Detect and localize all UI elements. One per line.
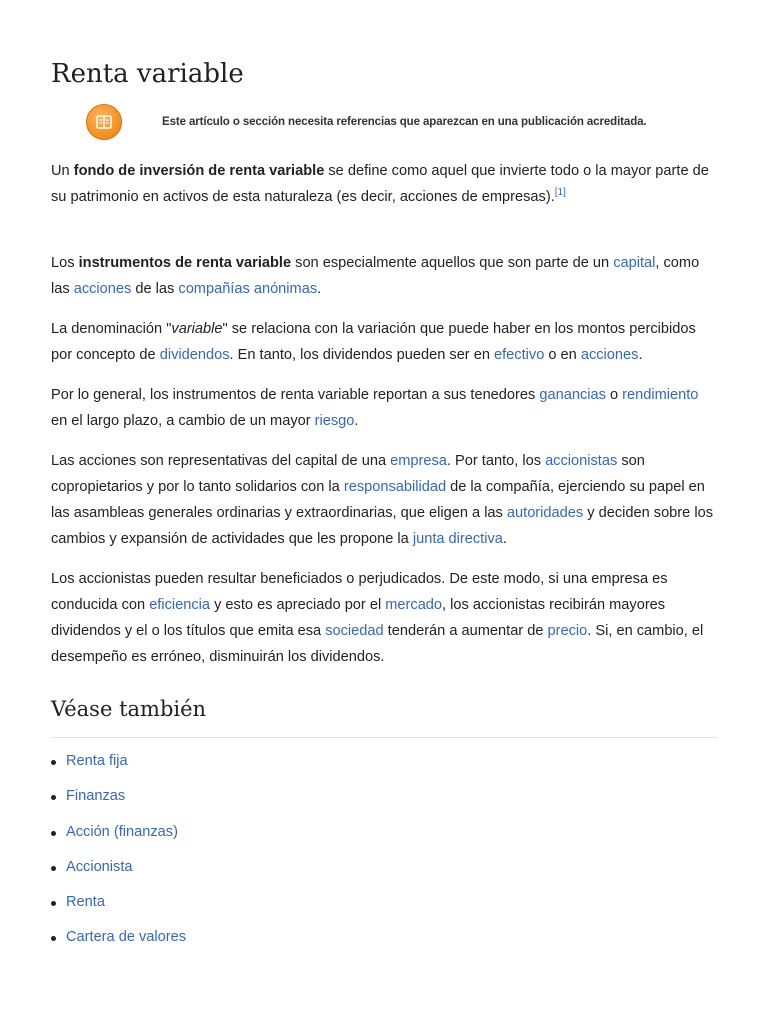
text: o	[605, 387, 623, 403]
see-also-link[interactable]: Finanzas	[66, 788, 126, 805]
paragraph-general	[51, 382, 718, 434]
link-accionistas[interactable]: accionistas	[545, 453, 618, 469]
references-needed-icon	[86, 104, 122, 140]
text: .	[502, 531, 507, 547]
notice-text: Este artículo o sección necesita referencias que aparezcan en una publicación acreditada.	[162, 116, 647, 128]
link-eficiencia[interactable]: eficiencia	[149, 597, 211, 613]
see-also-link[interactable]: Cartera de valores	[66, 929, 187, 946]
link-mercado[interactable]: mercado	[385, 597, 443, 613]
link-precio[interactable]: precio	[547, 623, 588, 639]
text: , como las	[51, 255, 700, 297]
italic-term: variable	[171, 321, 223, 337]
link-companias-anonimas[interactable]: compañías anónimas	[178, 281, 318, 297]
text: se define como aquel que invierte todo o la mayor parte de su patrimonio en activos de esta naturaleza (es decir, acciones de empresas).	[51, 163, 709, 205]
text: Por lo general, los instrumentos de renta variable reportan a sus tenedores	[51, 387, 540, 403]
bold-term: instrumentos de renta variable	[78, 255, 292, 271]
text: Las acciones son representativas del capital de una	[51, 453, 391, 469]
section-heading-see-also: Véase también	[51, 695, 718, 738]
list-item	[51, 854, 718, 889]
references-notice	[51, 102, 718, 142]
text: La denominación "	[51, 321, 172, 337]
link-empresa[interactable]: empresa	[390, 453, 447, 469]
text: de las	[131, 281, 179, 297]
reference-link[interactable]: [1]	[554, 187, 566, 199]
list-item	[51, 889, 718, 924]
text: . En tanto, los dividendos pueden ser en	[229, 347, 495, 363]
see-also-list	[51, 748, 718, 960]
text: y deciden sobre los cambios y expansión de actividades que les propone la	[51, 505, 713, 547]
paragraph-instruments	[51, 250, 718, 302]
text: tenderán a aumentar de	[383, 623, 548, 639]
link-riesgo[interactable]: riesgo	[314, 413, 355, 429]
text: " se relaciona con la variación que puede haber en los montos percibidos por concepto de	[51, 321, 696, 363]
paragraph-acciones	[51, 448, 718, 552]
paragraph-accionistas	[51, 566, 718, 670]
page-title: Renta variable	[51, 59, 244, 89]
text: , los accionistas recibirán mayores dividendos y el o los títulos que emita esa	[51, 597, 666, 639]
text: .	[354, 413, 359, 429]
link-ganancias[interactable]: ganancias	[539, 387, 606, 403]
see-also-link[interactable]: Renta	[66, 894, 105, 911]
link-acciones-2[interactable]: acciones	[580, 347, 639, 363]
text: en el largo plazo, a cambio de un mayor	[51, 413, 315, 429]
text: son copropietarios y por lo tanto solidarios con la	[51, 453, 645, 495]
list-item	[51, 748, 718, 783]
text: y esto es apreciado por el	[210, 597, 386, 613]
link-acciones[interactable]: acciones	[73, 281, 132, 297]
link-sociedad[interactable]: sociedad	[325, 623, 384, 639]
link-responsabilidad[interactable]: responsabilidad	[343, 479, 447, 495]
text: de la compañía, ejerciendo su papel en las asambleas generales ordinarias y extraordinarias, que eligen a las	[51, 479, 705, 521]
text: .	[638, 347, 643, 363]
list-item	[51, 819, 718, 854]
text: .	[317, 281, 322, 297]
paragraph-intro	[51, 158, 718, 210]
text: Un	[51, 163, 74, 179]
text: . Si, en cambio, el desempeño es erróneo, disminuirán los dividendos.	[51, 623, 704, 665]
text: . Por tanto, los	[446, 453, 546, 469]
see-also-link[interactable]: Renta fija	[66, 753, 128, 769]
link-rendimiento[interactable]: rendimiento	[622, 387, 699, 403]
list-item	[51, 924, 718, 959]
paragraph-denominacion	[51, 316, 718, 368]
bold-term: fondo de inversión de renta variable	[73, 163, 325, 179]
see-also-link[interactable]: Accionista	[66, 858, 133, 875]
link-efectivo[interactable]: efectivo	[494, 347, 545, 363]
link-dividendos[interactable]: dividendos	[159, 347, 230, 363]
text: Los	[51, 255, 79, 271]
link-junta-directiva[interactable]: junta directiva	[412, 531, 503, 547]
link-autoridades[interactable]: autoridades	[506, 505, 584, 521]
text: Los accionistas pueden resultar beneficiados o perjudicados. De este modo, si una empresa es conducida con	[51, 571, 668, 613]
text: son especialmente aquellos que son parte de un	[291, 255, 614, 271]
list-item	[51, 783, 718, 818]
link-capital[interactable]: capital	[613, 255, 656, 271]
see-also-link[interactable]: Acción (finanzas)	[66, 823, 178, 840]
text: o en	[544, 347, 581, 363]
